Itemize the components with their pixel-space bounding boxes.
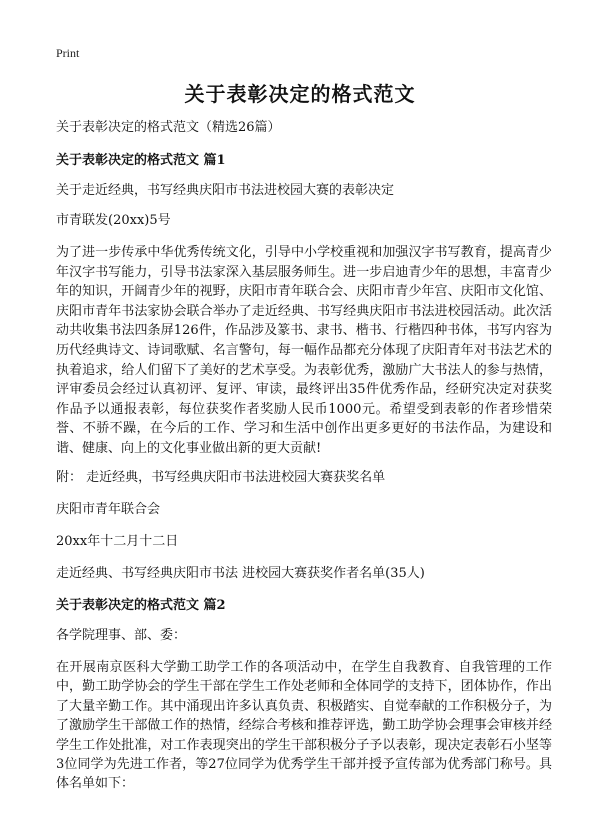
document-number: 市青联发(20xx)5号: [56, 213, 171, 228]
document-subtitle: 关于表彰决定的格式范文（精选26篇）: [56, 120, 281, 135]
document-title: 关于表彰决定的格式范文: [184, 82, 416, 106]
issuer: 庆阳市青年联合会: [56, 502, 161, 517]
section-heading-1: 关于表彰决定的格式范文 篇1: [56, 153, 226, 168]
print-link[interactable]: Print: [56, 46, 80, 60]
issue-date: 20xx年十二月十二日: [56, 534, 179, 549]
winners-list-title: 走近经典、书写经典庆阳市书法 进校园大赛获奖作者名单(35人): [56, 566, 425, 581]
decision-title: 关于走近经典，书写经典庆阳市书法进校园大赛的表彰决定: [56, 183, 395, 198]
attachment-note: 附： 走近经典，书写经典庆阳市书法进校园大赛获奖名单: [56, 470, 386, 485]
section-heading-2: 关于表彰决定的格式范文 篇2: [56, 598, 226, 613]
section-1-body: 为了进一步传承中华优秀传统文化，引导中小学校重视和加强汉字书写教育，提高青少年汉字书写能力，引导书法家深入基层服务师生。进一步启迪青少年的思想，丰富青少年的知识，开阔青少年的视野，庆阳市青年联合会、庆阳市青少年宫、庆阳市文化馆、庆阳市青年书法家协会联合举办了走近经典、书写经典庆阳市书法进校园活动。此次活动共收集书法四条屏126件，作品涉及篆书、隶书、楷书、行楷四种书体，书写内容为历代经典诗文、诗词歌赋、名言警句，每一幅作品都充分体现了庆阳青年对书法艺术的执着追求，给人们留下了美好的艺术享受。为表彰优秀，激励广大书法人的参与热情，评审委员会经过认真初评、复评、审读，最终评出35件优秀作品，经研究决定对获奖作品予以通报表彰，每位获奖作者奖励人民币1000元。希望受到表彰的作者珍惜荣誉、不骄不躁，在今后的工作、学习和生活中创作出更多更好的书法作品，为建设和谐、健康、向上的文化事业做出新的更大贡献!: [56, 245, 552, 456]
salutation: 各学院理事、部、委：: [56, 628, 187, 643]
section-2-body: 在开展南京医科大学勤工助学工作的各项活动中，在学生自我教育、自我管理的工作中，勤工助学协会的学生干部在学生工作处老师和全体同学的支持下，团体协作，作出了大量辛勤工作。其中涌现出许多认真负责、积极踏实、自觉奉献的工作积极分子，为了激励学生干部做工作的热情，经综合考核和推荐评选，勤工助学协会理事会审核并经学生工作处批准，对工作表现突出的学生干部积极分子予以表彰，现决定表彰石小坚等3位同学为先进工作者，等27位同学为优秀学生干部并授予宣传部为优秀部门称号。具体名单如下：: [56, 660, 552, 792]
